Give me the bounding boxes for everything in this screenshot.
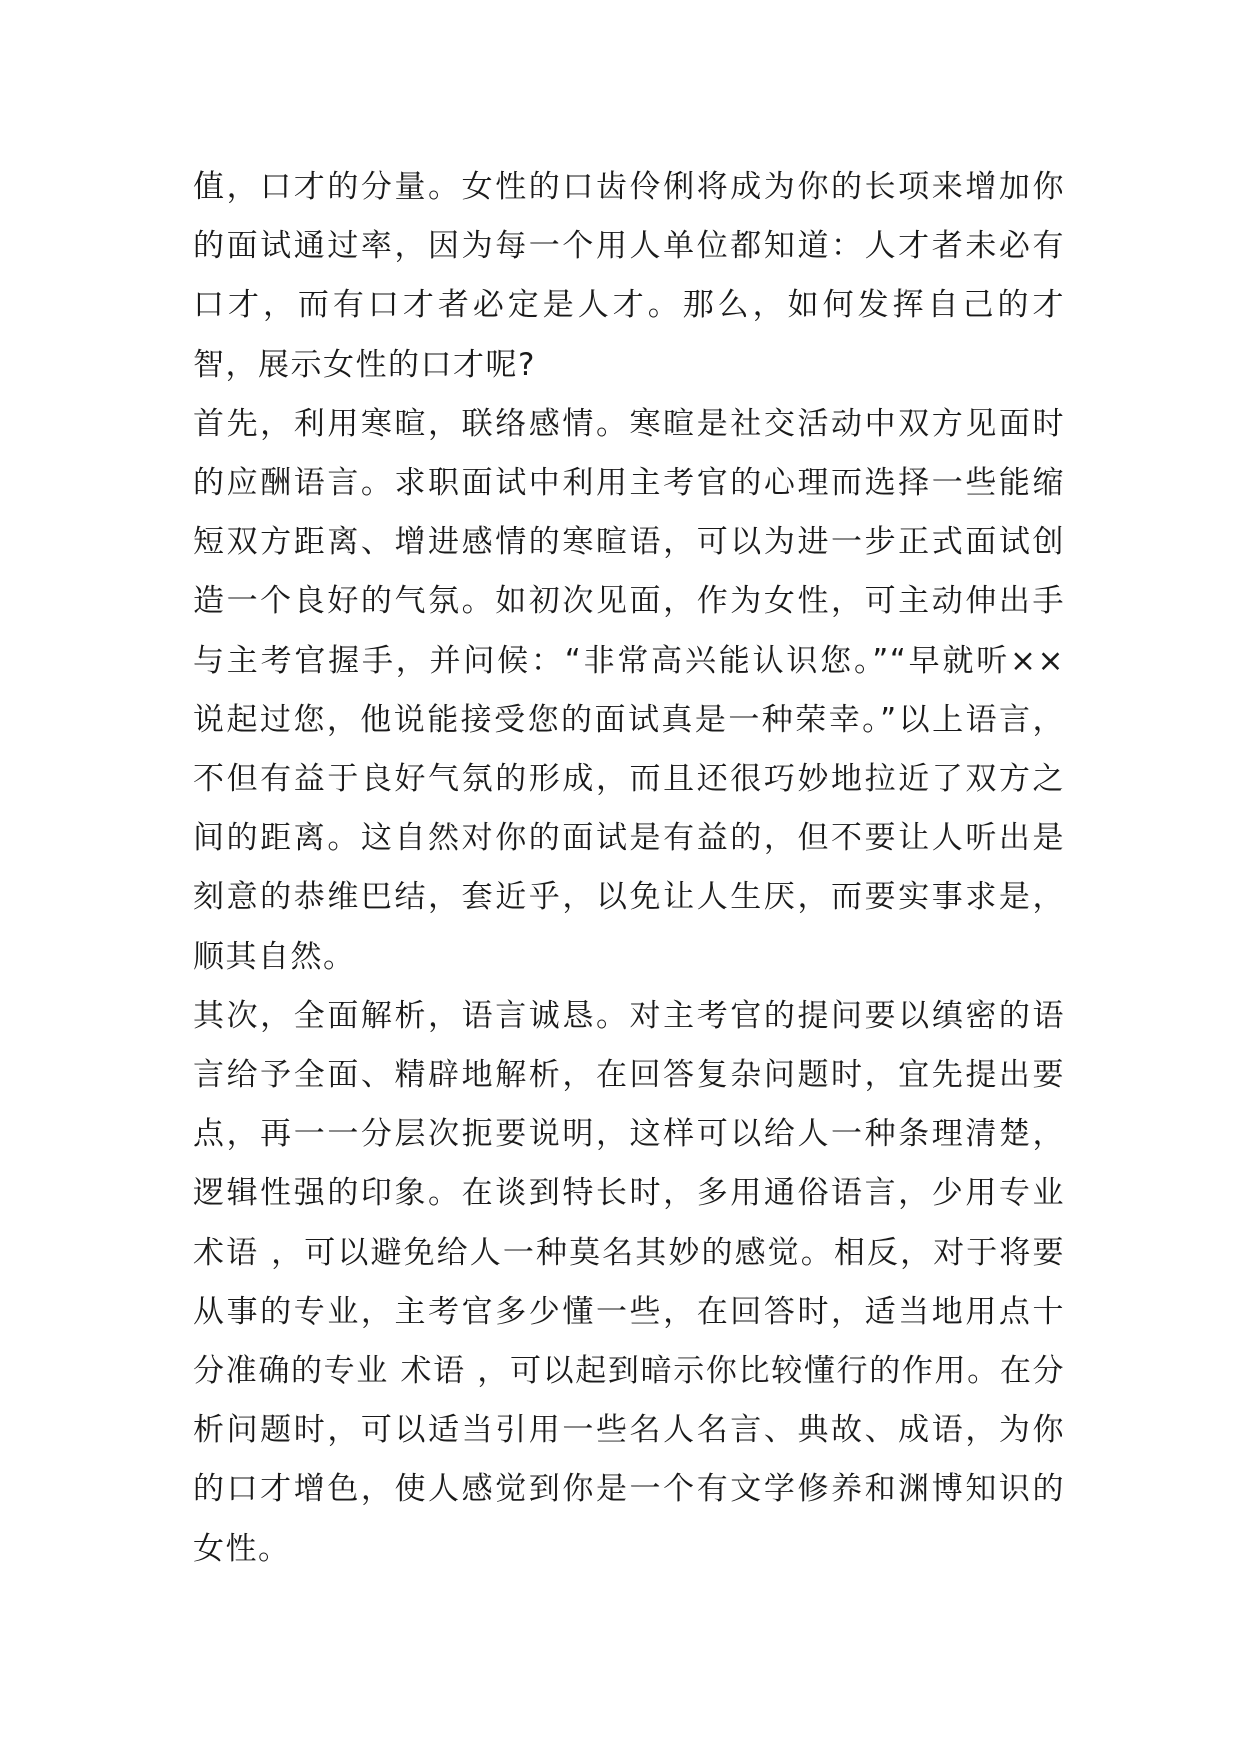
document-body bbox=[193, 158, 1065, 1579]
paragraph-2: 首先，利用寒暄，联络感情。寒暄是社交活动中双方见面时的应酬语言。求职面试中利用主考官的心理而选择一些能缩短双方距离、增进感情的寒暄语，可以为进一步正式面试创造一个良好的气氛。如初次见面，作为女性，可主动伸出手与主考官握手，并问候：“非常高兴能认识您。”“早就听××说起过您，他说能接受您的面试真是一种荣幸。”以上语言，不但有益于良好气氛的形成，而且还很巧妙地拉近了双方之间的距离。这自然对你的面试是有益的，但不要让人听出是刻意的恭维巴结，套近乎，以免让人生厌，而要实事求是，顺其自然。 bbox=[193, 405, 1065, 975]
paragraph-1: 值，口才的分量。女性的口齿伶俐将成为你的长项来增加你的面试通过率，因为每一个用人单位都知道：人才者未必有口才，而有口才者必定是人才。那么，如何发挥自己的才智，展示女性的口才呢? bbox=[193, 169, 1065, 383]
paragraph-3: 其次，全面解析，语言诚恳。对主考官的提问要以缜密的语言给予全面、精辟地解析，在回答复杂问题时，宜先提出要点，再一一分层次扼要说明，这样可以给人一种条理清楚，逻辑性强的印象。在谈到特长时，多用通俗语言，少用专业 术语 ，可以避免给人一种莫名其妙的感觉。相反，对于将要从事的专业，主考官多少懂一些，在回答时，适当地用点十分准确的专业 术语 ，可以起到暗示你比较懂行的作用。在分析问题时，可以适当引用一些名人名言、典故、成语，为你的口才增色，使人感觉到你是一个有文学修养和渊博知识的女性。 bbox=[193, 997, 1065, 1567]
